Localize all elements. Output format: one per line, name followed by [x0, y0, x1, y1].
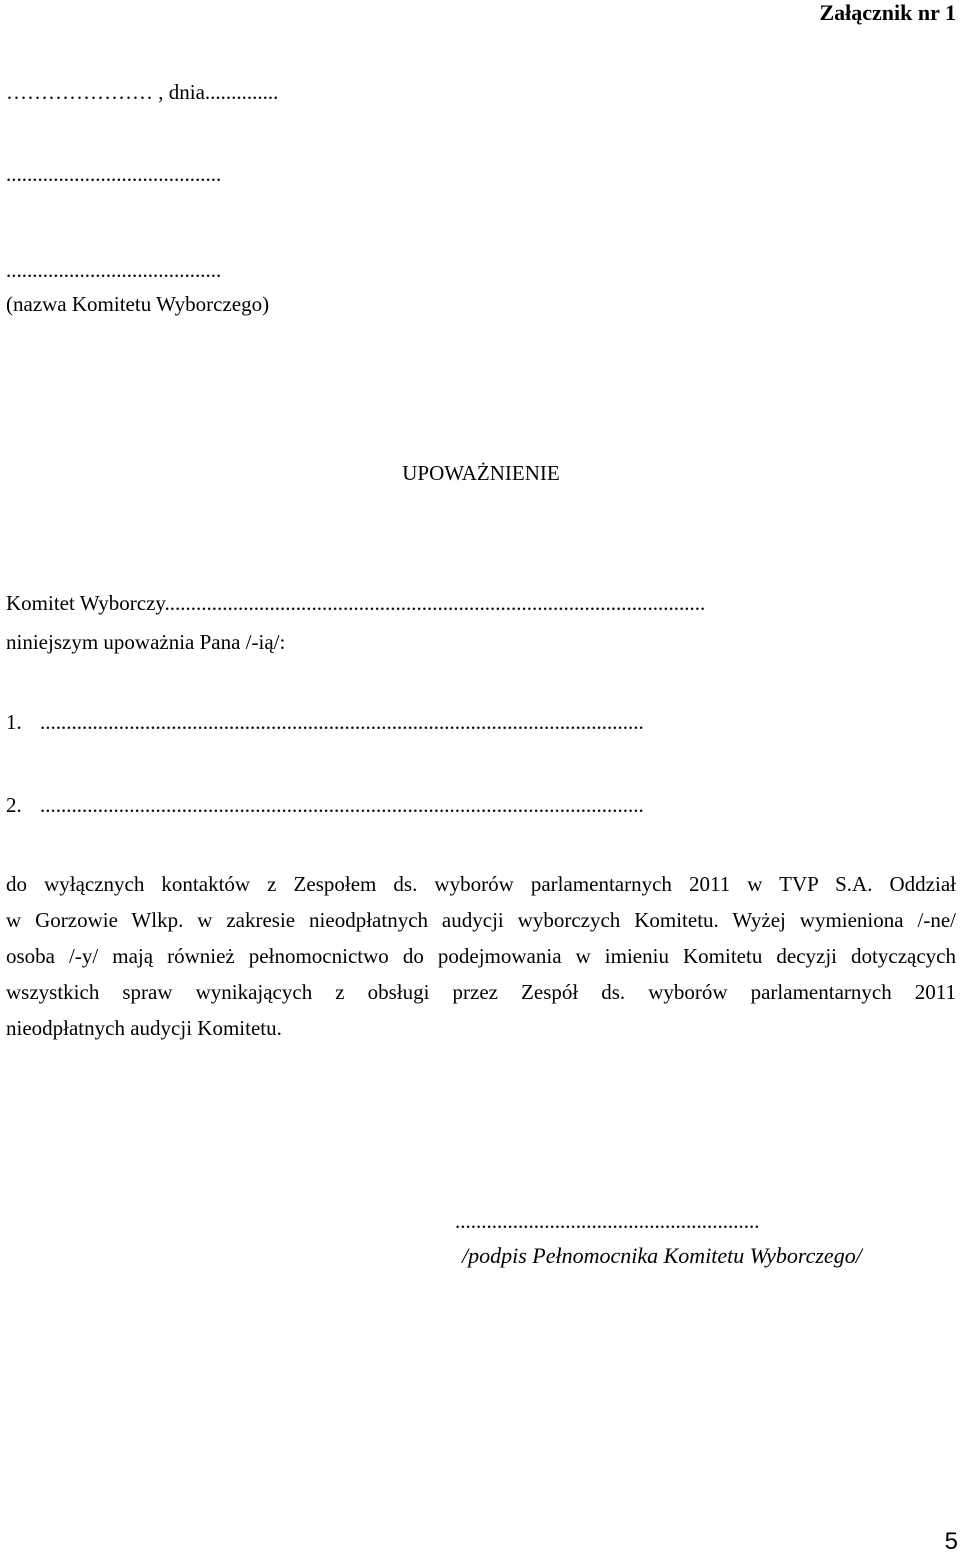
body-line-3: osoba /-y/ mają również pełnomocnictwo do podejmowania w imieniu Komitetu decyzji dotyczących — [6, 944, 956, 968]
body-line-4: wszystkich spraw wynikających z obsługi przez Zespół ds. wyborów parlamentarnych 2011 — [6, 980, 956, 1004]
page-number: 5 — [944, 1528, 958, 1555]
committee-line: Komitet Wyborczy....................................................................................................... — [6, 591, 706, 615]
item-number: 1. — [6, 710, 22, 734]
authorized-person-2 — [6, 793, 644, 817]
body-line-2: w Gorzowie Wlkp. w zakresie nieodpłatnych audycji wyborczych Komitetu. Wyżej wymieniona /-ne/ — [6, 908, 956, 932]
authorizes-line: niniejszym upoważnia Pana /-ią/: — [6, 630, 286, 654]
body-line-1: do wyłącznych kontaktów z Zespołem ds. wyborów parlamentarnych 2011 w TVP S.A. Oddział — [6, 872, 956, 896]
document-title: UPOWAŻNIENIE — [402, 461, 560, 485]
item-dots: ................................................................................................................... — [40, 710, 644, 734]
signature-caption: /podpis Pełnomocnika Komitetu Wyborczego/ — [462, 1243, 862, 1268]
committee-name-dots-1: ......................................... — [6, 162, 222, 186]
annex-label: Załącznik nr 1 — [819, 0, 956, 25]
committee-name-caption: (nazwa Komitetu Wyborczego) — [6, 292, 270, 316]
authorized-person-1 — [6, 710, 644, 734]
item-dots: ................................................................................................................... — [40, 793, 644, 817]
signature-dots: .......................................................... — [455, 1209, 760, 1233]
committee-name-dots-2: ......................................... — [6, 258, 222, 282]
item-number: 2. — [6, 793, 22, 817]
authorization-body — [6, 866, 956, 1046]
place-date-line: ………………… , dnia.............. — [6, 80, 279, 104]
body-line-5: nieodpłatnych audycji Komitetu. — [6, 1016, 282, 1040]
